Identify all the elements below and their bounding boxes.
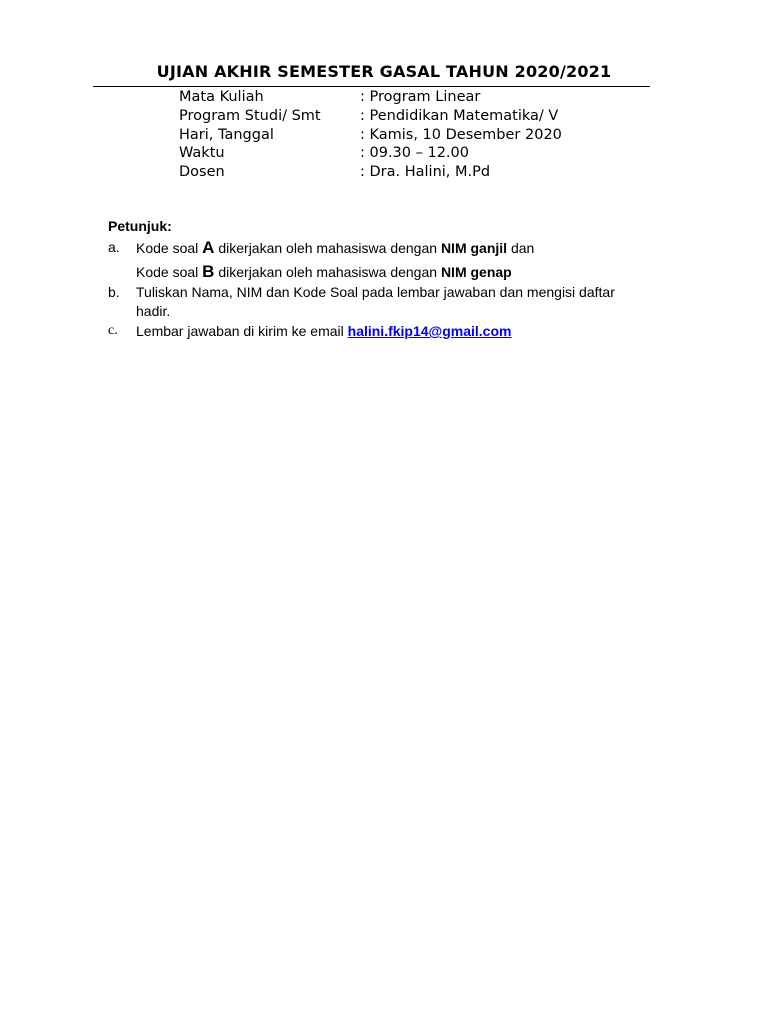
instructions-heading: Petunjuk: <box>108 218 172 234</box>
info-label: Program Studi/ Smt <box>179 107 321 124</box>
info-label: Hari, Tanggal <box>179 126 274 143</box>
email-link[interactable]: halini.fkip14@gmail.com <box>347 323 512 339</box>
exam-title: UJIAN AKHIR SEMESTER GASAL TAHUN 2020/2021 <box>156 62 612 81</box>
info-value: : Program Linear <box>360 89 481 105</box>
instruction-item-a-line2 <box>136 262 512 282</box>
instruction-text: Lembar jawaban di kirim ke email <box>136 323 348 339</box>
instruction-item-c <box>136 322 511 341</box>
instruction-item-b-line2: hadir. <box>136 303 171 319</box>
instruction-text: Kode soal <box>136 264 203 280</box>
code-letter-a: A <box>202 238 215 257</box>
nim-genap-text: NIM genap <box>440 264 512 280</box>
info-label: Mata Kuliah <box>179 89 264 105</box>
info-value: : Pendidikan Matematika/ V <box>360 107 559 124</box>
info-label: Dosen <box>179 164 225 181</box>
title-underline <box>93 86 650 87</box>
list-marker-a: a. <box>108 239 120 255</box>
instruction-item-a-line1 <box>136 238 534 258</box>
code-letter-b: B <box>202 262 215 281</box>
list-marker-b: b. <box>108 284 120 300</box>
info-value: : Dra. Halini, M.Pd <box>360 164 491 181</box>
instruction-item-b-line1: Tuliskan Nama, NIM dan Kode Soal pada lembar jawaban dan mengisi daftar <box>136 284 615 300</box>
instruction-text: Kode soal <box>136 240 203 256</box>
instruction-text: dikerjakan oleh mahasiswa dengan <box>214 264 441 280</box>
info-label: Waktu <box>179 145 225 162</box>
instruction-text: dikerjakan oleh mahasiswa dengan <box>214 240 441 256</box>
info-value: : 09.30 – 12.00 <box>360 145 469 162</box>
instruction-text: dan <box>507 240 535 256</box>
nim-ganjil-text: NIM ganjil <box>440 240 508 256</box>
info-value: : Kamis, 10 Desember 2020 <box>360 126 562 143</box>
list-marker-c: c. <box>108 323 118 338</box>
